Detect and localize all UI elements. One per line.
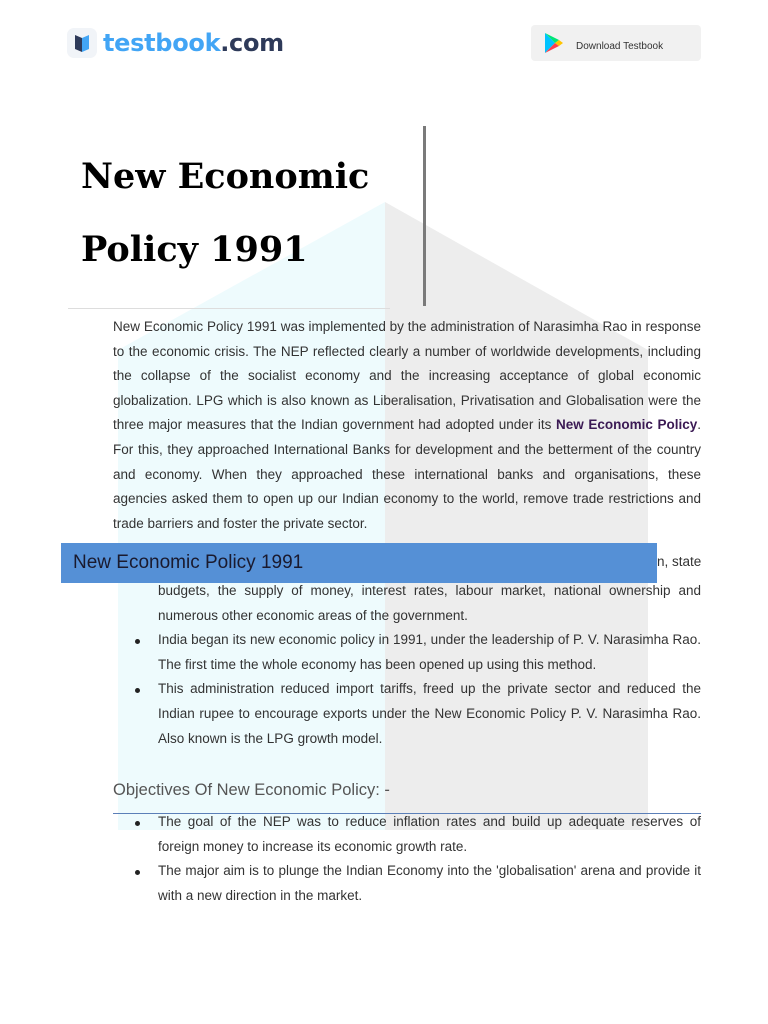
testbook-logo[interactable] — [67, 26, 284, 60]
play-store-icon — [543, 32, 565, 54]
title-line-2: Policy 1991 — [81, 229, 308, 270]
intro-paragraph: New Economic Policy 1991 was implemented by the administration of Narasimha Rao in response to the economic crisis. The NEP reflected clearly a number of worldwide developments, including the collapse of the socialist economy and the increasing acceptance of global economic globalization. LPG which is also known as Liberalisation, Privatisation and Globalisation were the three major measures that the Indian government had adopted under its New Economic Policy. For this, they approached International Banks for development and the betterment of the country and economy. When they approached these international banks and organisations, these agencies asked them to open up our Indian economy to the world, remove trade restrictions and trade barriers and foster the private sector. — [113, 319, 701, 531]
features-list — [113, 579, 701, 751]
title-line-1: New Economic — [81, 156, 370, 197]
download-label: Download Testbook — [576, 41, 664, 52]
title-divider-horizontal — [68, 308, 390, 309]
obscured-text-fragment: n, state — [657, 554, 702, 569]
list-item: India began its new economic policy in 1991, under the leadership of P. V. Narasimha Rao. The first time the whole economy has been opened up using this method. — [113, 628, 701, 677]
list-item: The goal of the NEP was to reduce inflation rates and build up adequate reserves of foreign money to increase its economic growth rate. — [113, 810, 701, 859]
highlight-term: New Economic Policy — [556, 417, 698, 433]
list-item: budgets, the supply of money, interest rates, labour market, national ownership and numerous other economic areas of the government. — [158, 583, 701, 623]
download-app-button[interactable] — [531, 25, 701, 61]
page-title — [81, 140, 411, 286]
list-item: The major aim is to plunge the Indian Economy into the 'globalisation' arena and provide it with a new direction in the market. — [113, 859, 701, 908]
logo-wordmark: testbook.com — [103, 29, 284, 57]
objectives-heading: Objectives Of New Economic Policy: - — [113, 781, 390, 799]
section-banner: New Economic Policy 1991 — [61, 543, 657, 583]
book-logo-icon — [67, 28, 97, 58]
list-item: This administration reduced import tariffs, freed up the private sector and reduced the Indian rupee to encourage exports under the New Economic Policy P. V. Narasimha Rao. Also known is the LPG growth model. — [113, 677, 701, 751]
objectives-list — [113, 810, 701, 908]
title-divider-vertical — [423, 126, 426, 306]
